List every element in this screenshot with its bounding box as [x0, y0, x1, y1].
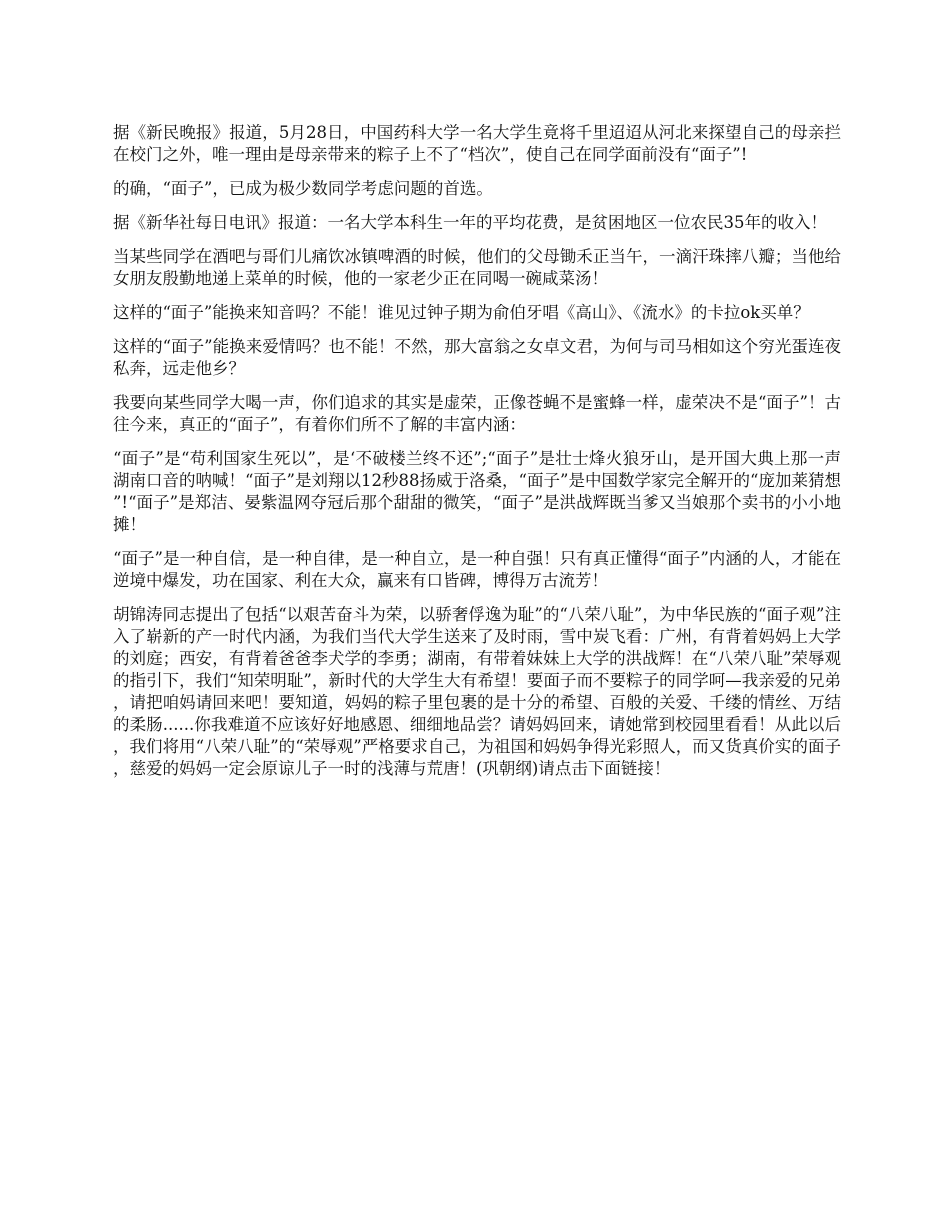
paragraph-honor-disgrace: 胡锦涛同志提出了包括“以艰苦奋斗为荣，以骄奢俘逸为耻”的“八荣八耻”，为中华民族的“面子观”注入了崭新的产一时代内涵，为我们当代大学生送来了及时雨，雪中炭飞看：广州，有背着妈妈上大学的刘庭；西安，有背着爸爸李犬学的李勇；湖南，有带着妹妹上大学的洪战辉！在“八荣八耻”荣辱观的指引下，我们“知荣明耻”，新时代的大学生大有希望！要面子而不要粽子的同学呵—我亲爱的兄弟，请把咱妈请回来吧！要知道，妈妈的粽子里包裹的是十分的希望、百般的关爱、千缕的情丝、万结的柔肠......你我难道不应该好好地感恩、细细地品尝？请妈妈回来，请她常到校园里看看！从此以后，我们将用“八荣八耻”的“荣辱观”严格要求自己，为祖国和妈妈争得光彩照人，而又货真价实的面子，慈爱的妈妈一定会原谅儿子一时的浅薄与荒唐！(巩朝纲)请点击下面链接！	[113, 605, 841, 778]
paragraph-love-question: 这样的“面子”能换来爱情吗？也不能！不然，那大富翁之女卓文君，为何与司马相如这个穷光蛋连夜私奔，远走他乡？	[113, 337, 841, 378]
document-page	[113, 122, 841, 792]
paragraph-vanity-shout: 我要向某些同学大喝一声，你们追求的其实是虚荣，正像苍蝇不是蜜蜂一样，虚荣决不是“面子”！古往今来，真正的“面子”，有着你们所不了解的丰富内涵：	[113, 393, 841, 434]
paragraph-zhiyin-question: 这样的“面子”能换来知音吗？不能！谁见过钟子期为俞伯牙唱《高山》、《流水》的卡拉ok买单？	[113, 303, 810, 322]
paragraph-bar-contrast: 当某些同学在酒吧与哥们儿痛饮冰镇啤酒的时候，他们的父母锄禾正当午，一滴汗珠摔八瓣；当他给女朋友殷勤地递上菜单的时候，他的一家老少正在同喝一碗咸菜汤！	[113, 247, 841, 288]
paragraph-face-meaning: “面子”是一种自信，是一种自律，是一种自立，是一种自强！只有真正懂得“面子”内涵的人，才能在逆境中爆发，功在国家、利在大众，赢来有口皆碑，博得万古流芳！	[113, 549, 841, 590]
paragraph-xinhua-report: 据《新华社每日电讯》报道：一名大学本科生一年的平均花费，是贫困地区一位农民35年的收入！	[113, 213, 827, 232]
paragraph-face-first-choice: 的确，“面子”，已成为极少数同学考虑问题的首选。	[113, 179, 493, 198]
paragraph-news-report: 据《新民晚报》报道，5月28日，中国药科大学一名大学生竟将千里迢迢从河北来探望自己的母亲拦在校门之外，唯一理由是母亲带来的粽子上不了“档次”，使自己在同学面前没有“面子”!	[113, 123, 841, 164]
paragraph-face-examples: “面子”是“苟利国家生死以”，是‘不破楼兰终不还”;“面子”是壮士烽火狼牙山，是开国大典上那一声湖南口音的呐喊！“面子”是刘翔以12秒88扬威于洛桑，“面子”是中国数学家完全解开的“庞加莱猜想”!“面子”是郑洁、晏紫温网夺冠后那个甜甜的微笑，“面子”是洪战辉既当爹又当娘那个卖书的小小地摊！	[113, 449, 841, 534]
